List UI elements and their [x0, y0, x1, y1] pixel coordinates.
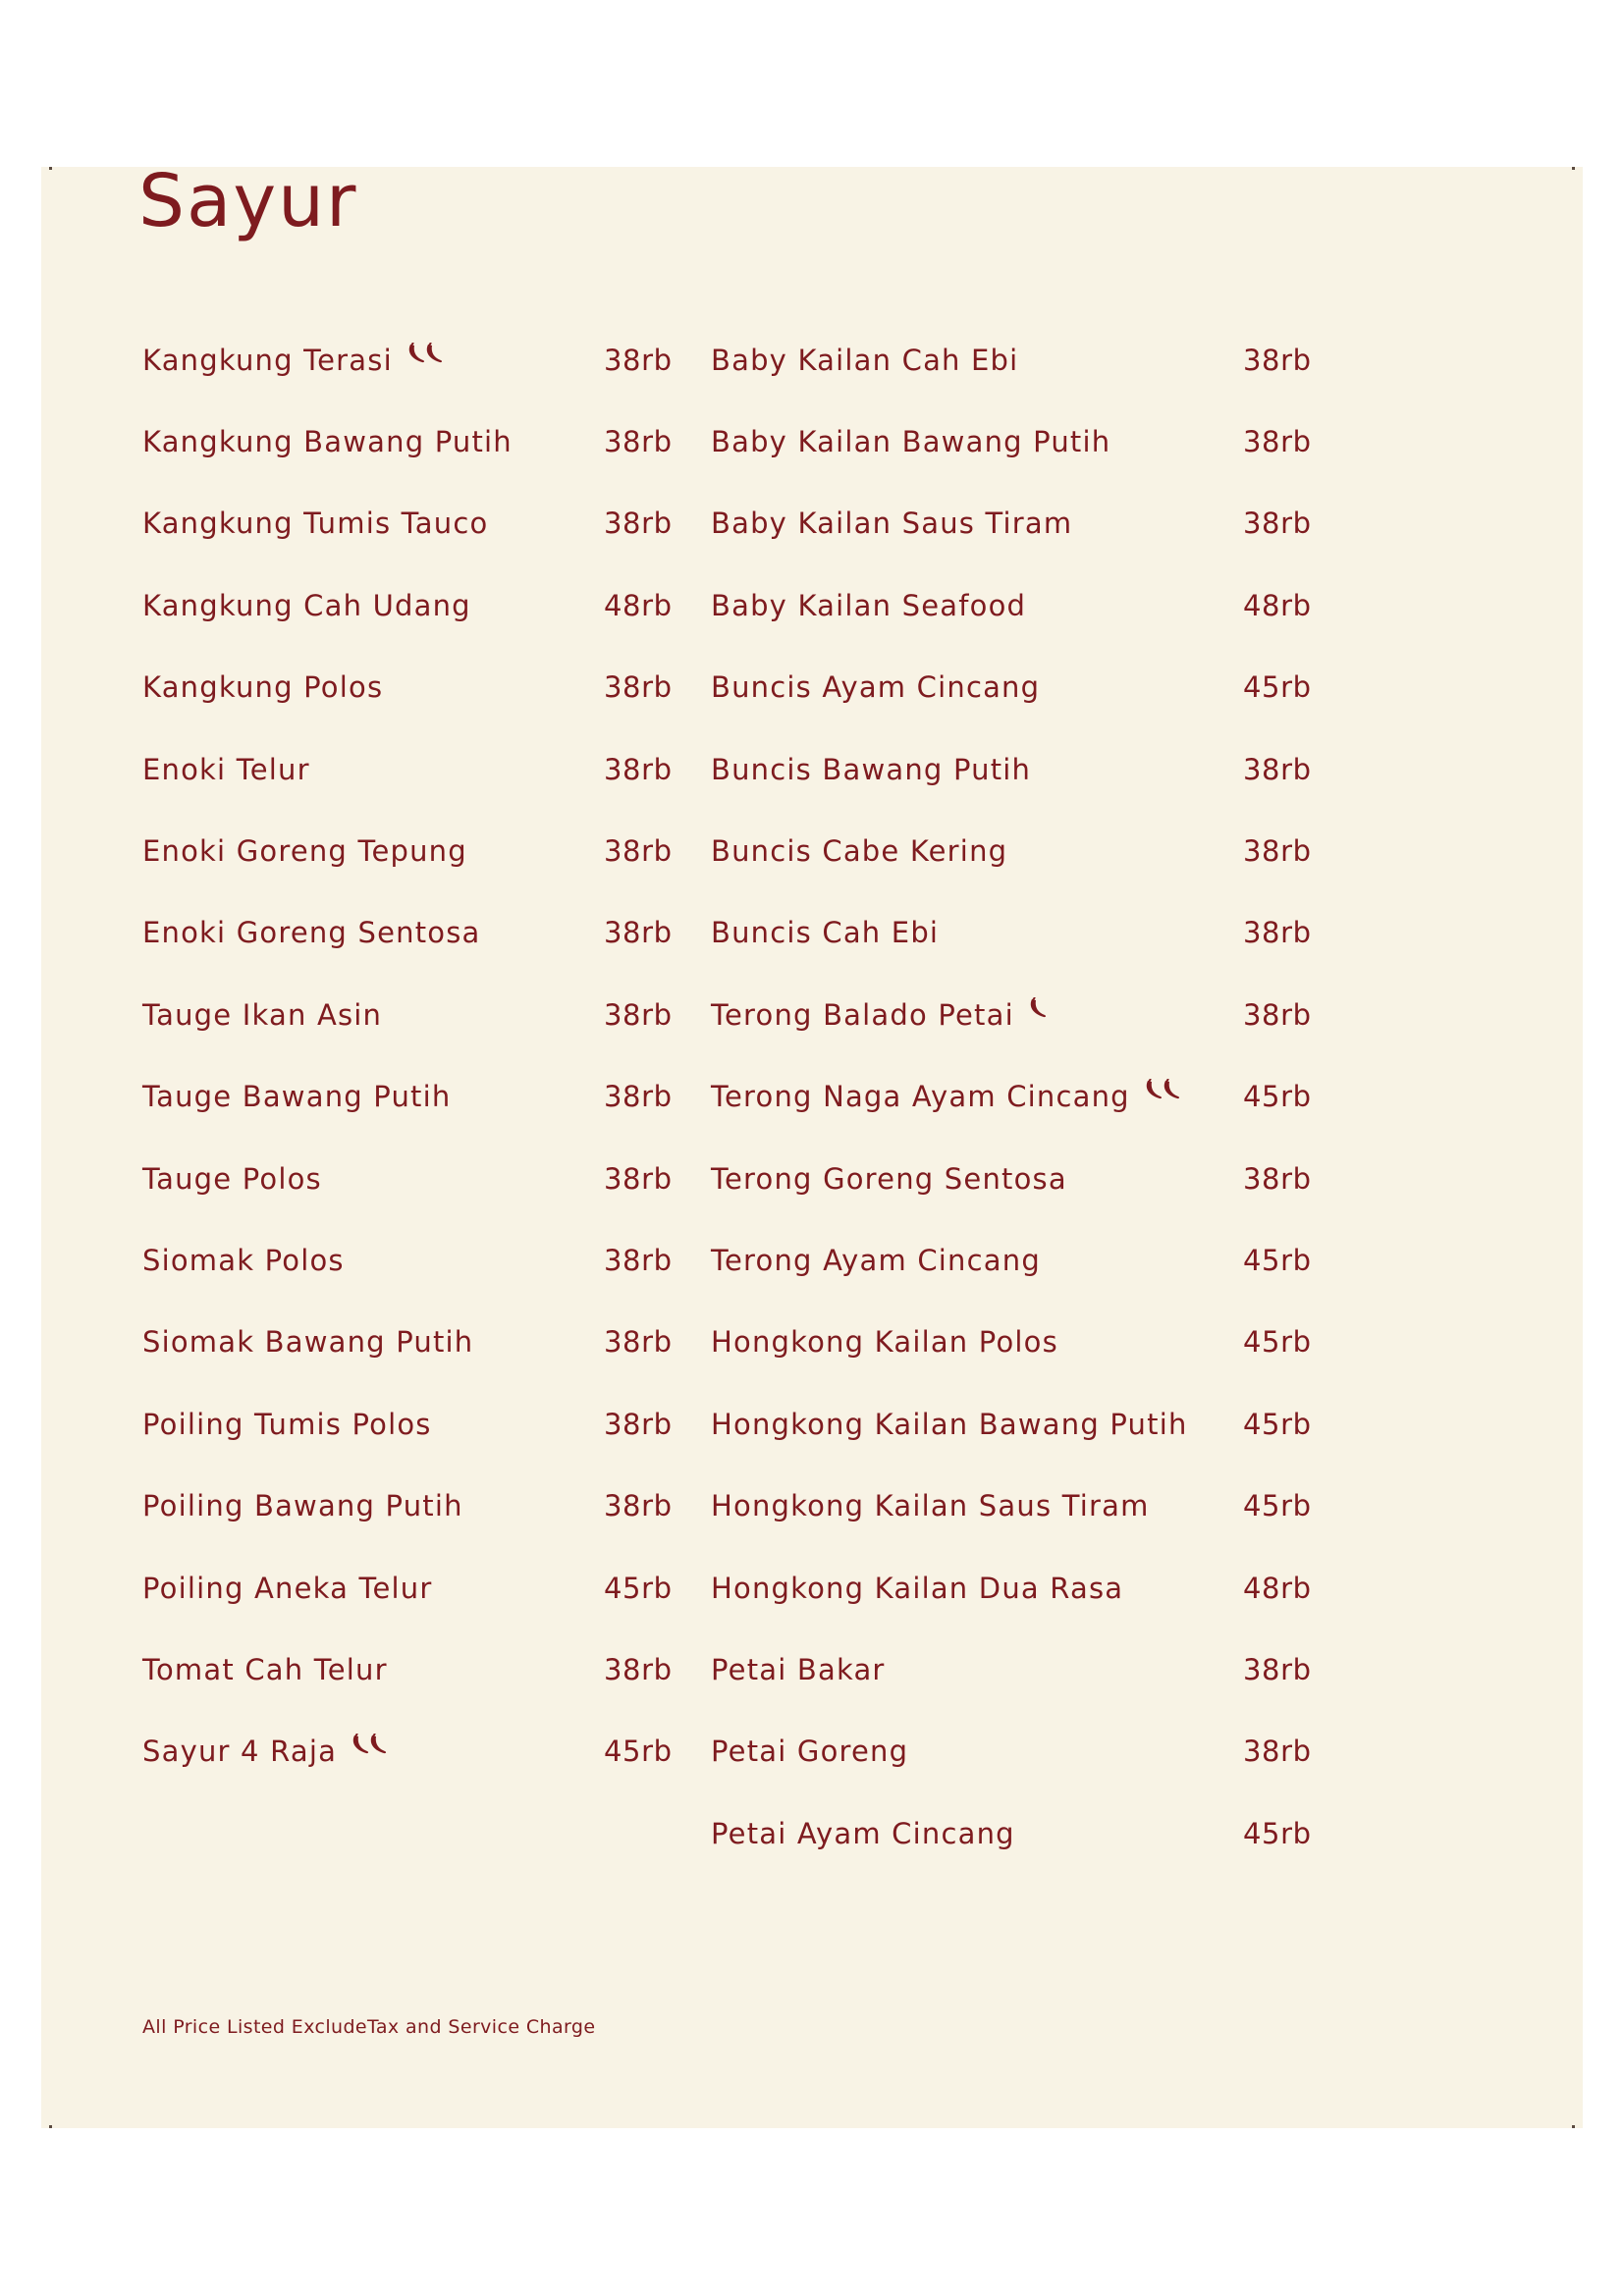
menu-item	[142, 1629, 673, 1710]
menu-item-name: Buncis Bawang Putih	[711, 752, 1032, 786]
menu-column-left	[142, 319, 673, 1792]
menu-item	[711, 1138, 1312, 1219]
menu-item-name: Kangkung Terasi	[142, 343, 393, 377]
menu-item-name: Kangkung Bawang Putih	[142, 425, 513, 459]
menu-item-price: 38rb	[1243, 1652, 1312, 1686]
menu-item-name: Petai Goreng	[711, 1735, 909, 1769]
menu-item-price: 38rb	[1243, 1161, 1312, 1196]
menu-item-name: Sayur 4 Raja	[142, 1735, 338, 1769]
menu-item-price: 38rb	[1243, 425, 1312, 459]
menu-item-price: 38rb	[604, 916, 673, 950]
menu-item	[711, 810, 1312, 891]
menu-item-name: Buncis Ayam Cincang	[711, 670, 1041, 705]
menu-item-price: 45rb	[1243, 1407, 1312, 1441]
menu-item	[711, 1792, 1312, 1874]
menu-item	[142, 564, 673, 646]
menu-item	[142, 319, 673, 400]
menu-item-name: Hongkong Kailan Saus Tiram	[711, 1489, 1150, 1523]
price-footnote: All Price Listed ExcludeTax and Service Charge	[142, 2016, 596, 2038]
menu-item-name: Terong Ayam Cincang	[711, 1243, 1041, 1277]
menu-item-name: Hongkong Kailan Bawang Putih	[711, 1407, 1188, 1441]
menu-item-name: Poiling Aneka Telur	[142, 1571, 433, 1605]
menu-item-name: Enoki Goreng Sentosa	[142, 916, 481, 950]
menu-item-price: 38rb	[604, 1080, 673, 1114]
menu-item-price: 38rb	[604, 997, 673, 1032]
menu-item-name: Terong Naga Ayam Cincang	[711, 1080, 1130, 1114]
menu-item-price: 45rb	[1243, 670, 1312, 705]
menu-column-right	[711, 319, 1312, 1874]
menu-item-price: 45rb	[1243, 1816, 1312, 1850]
menu-item-name: Hongkong Kailan Polos	[711, 1325, 1058, 1360]
menu-item-price: 38rb	[604, 834, 673, 869]
menu-item-price: 38rb	[1243, 752, 1312, 786]
menu-item-name: Hongkong Kailan Dua Rasa	[711, 1571, 1124, 1605]
menu-item	[711, 483, 1312, 564]
menu-item-name: Tomat Cah Telur	[142, 1652, 388, 1686]
menu-item	[142, 1138, 673, 1219]
menu-item-name: Terong Goreng Sentosa	[711, 1161, 1067, 1196]
menu-item	[711, 400, 1312, 482]
menu-item	[711, 647, 1312, 728]
crop-mark	[1572, 2125, 1575, 2128]
menu-item	[142, 810, 673, 891]
menu-item-name: Kangkung Cah Udang	[142, 588, 471, 622]
menu-item-name: Kangkung Tumis Tauco	[142, 507, 489, 541]
menu-item	[711, 974, 1312, 1055]
menu-item	[142, 1302, 673, 1383]
menu-item	[142, 892, 673, 974]
menu-item	[711, 564, 1312, 646]
menu-item	[711, 319, 1312, 400]
menu-item-name: Tauge Polos	[142, 1161, 322, 1196]
menu-item-price: 38rb	[1243, 343, 1312, 377]
menu-item	[142, 1383, 673, 1465]
double-chili-icon	[406, 343, 446, 364]
menu-item	[142, 1219, 673, 1301]
menu-item	[711, 1629, 1312, 1710]
menu-item-name: Tauge Bawang Putih	[142, 1080, 452, 1114]
menu-item-price: 45rb	[1243, 1489, 1312, 1523]
menu-item-price: 38rb	[604, 1161, 673, 1196]
menu-item-name: Poiling Bawang Putih	[142, 1489, 463, 1523]
menu-item-name: Poiling Tumis Polos	[142, 1407, 432, 1441]
single-chili-icon	[1028, 997, 1048, 1019]
menu-item-name: Siomak Bawang Putih	[142, 1325, 474, 1360]
menu-item-price: 38rb	[1243, 507, 1312, 541]
menu-item	[142, 1711, 673, 1792]
menu-item-name: Baby Kailan Saus Tiram	[711, 507, 1073, 541]
menu-item	[711, 1056, 1312, 1138]
menu-item-price: 45rb	[1243, 1243, 1312, 1277]
menu-item	[142, 1056, 673, 1138]
menu-item	[711, 1465, 1312, 1546]
menu-item-price: 38rb	[604, 670, 673, 705]
menu-item-price: 38rb	[604, 1407, 673, 1441]
menu-item-name: Kangkung Polos	[142, 670, 384, 705]
crop-mark	[49, 167, 52, 170]
menu-item-name: Siomak Polos	[142, 1243, 345, 1277]
menu-item-price: 45rb	[1243, 1080, 1312, 1114]
menu-item	[711, 1547, 1312, 1629]
menu-item-name: Petai Ayam Cincang	[711, 1816, 1015, 1850]
menu-item-price: 48rb	[604, 588, 673, 622]
menu-item-price: 38rb	[604, 343, 673, 377]
menu-item	[711, 728, 1312, 810]
menu-item-name: Enoki Telur	[142, 752, 310, 786]
menu-item-price: 38rb	[604, 425, 673, 459]
menu-item-price: 38rb	[604, 1325, 673, 1360]
menu-item-price: 38rb	[1243, 916, 1312, 950]
menu-item	[142, 647, 673, 728]
menu-item	[711, 892, 1312, 974]
menu-item	[711, 1711, 1312, 1792]
menu-item-price: 45rb	[604, 1735, 673, 1769]
double-chili-icon	[351, 1734, 390, 1755]
menu-item-name: Baby Kailan Cah Ebi	[711, 343, 1019, 377]
menu-item-name: Enoki Goreng Tepung	[142, 834, 467, 869]
menu-item-price: 48rb	[1243, 588, 1312, 622]
menu-item-name: Baby Kailan Bawang Putih	[711, 425, 1111, 459]
menu-item	[711, 1219, 1312, 1301]
menu-item-price: 38rb	[604, 752, 673, 786]
menu-item-price: 48rb	[1243, 1571, 1312, 1605]
menu-item	[711, 1302, 1312, 1383]
menu-item	[142, 1465, 673, 1546]
menu-item-name: Terong Balado Petai	[711, 997, 1014, 1032]
crop-mark	[1572, 167, 1575, 170]
menu-item-name: Tauge Ikan Asin	[142, 997, 383, 1032]
menu-item-name: Baby Kailan Seafood	[711, 588, 1027, 622]
menu-item	[142, 1547, 673, 1629]
menu-item-price: 45rb	[1243, 1325, 1312, 1360]
menu-item	[142, 728, 673, 810]
crop-mark	[49, 2125, 52, 2128]
menu-item-price: 38rb	[604, 1489, 673, 1523]
menu-item-price: 38rb	[604, 507, 673, 541]
page-title: Sayur	[138, 159, 358, 243]
menu-item	[142, 483, 673, 564]
menu-item-name: Buncis Cabe Kering	[711, 834, 1008, 869]
menu-item-price: 38rb	[1243, 834, 1312, 869]
menu-item	[142, 974, 673, 1055]
menu-item-price: 45rb	[604, 1571, 673, 1605]
menu-item-name: Petai Bakar	[711, 1652, 886, 1686]
menu-item	[711, 1383, 1312, 1465]
menu-item-price: 38rb	[1243, 997, 1312, 1032]
menu-item-price: 38rb	[604, 1243, 673, 1277]
menu-item-price: 38rb	[1243, 1735, 1312, 1769]
menu-item	[142, 400, 673, 482]
menu-item-price: 38rb	[604, 1652, 673, 1686]
double-chili-icon	[1144, 1079, 1183, 1100]
menu-item-name: Buncis Cah Ebi	[711, 916, 940, 950]
